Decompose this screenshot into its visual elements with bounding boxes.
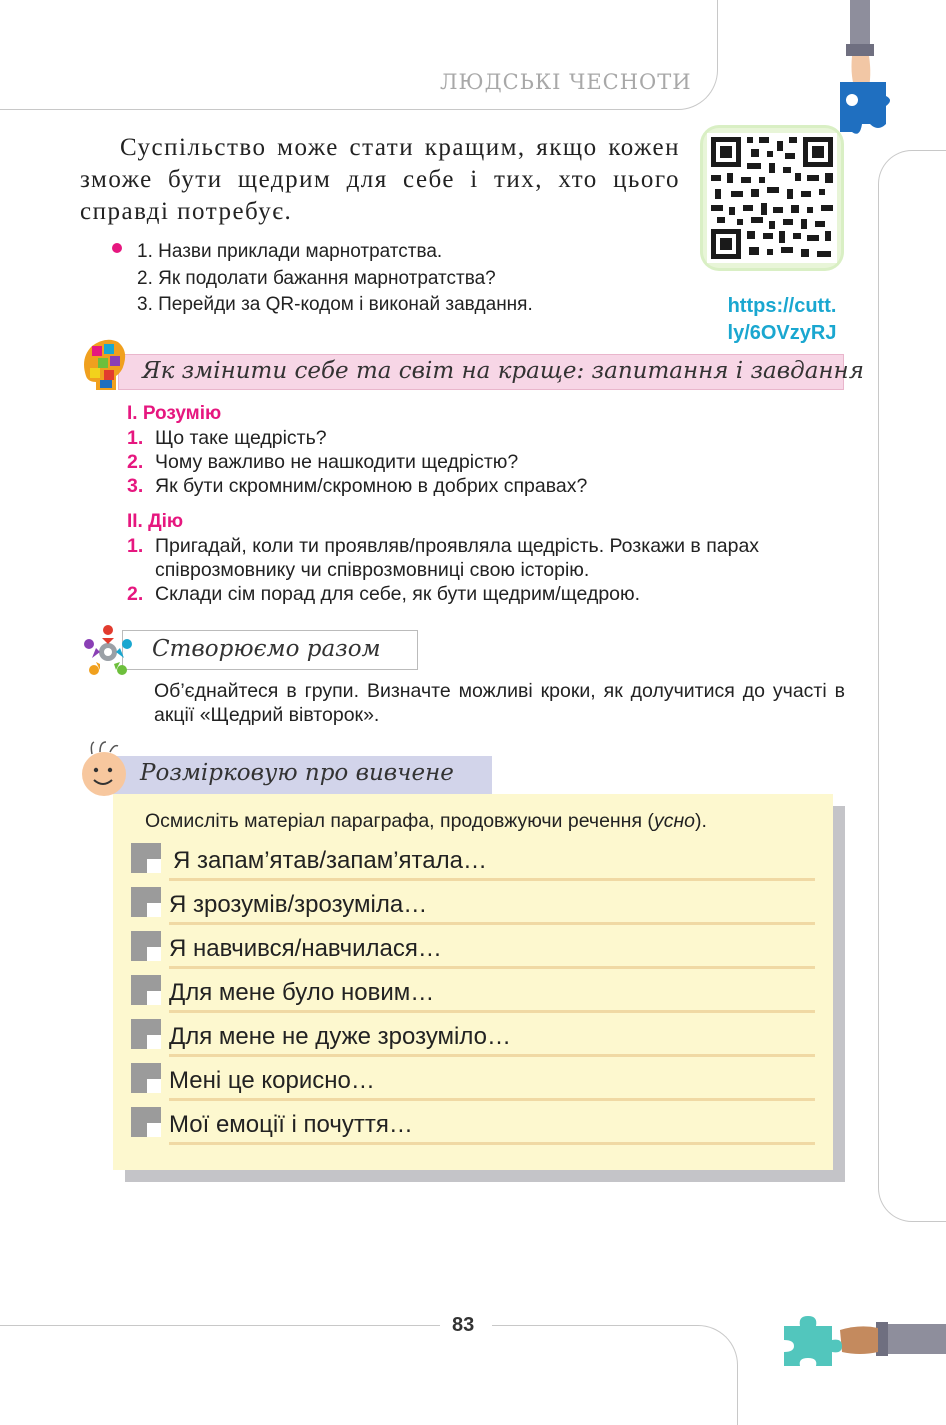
smiling-face-icon xyxy=(78,740,132,798)
reflect-line-text: Я запам’ятав/запам’ятала… xyxy=(173,847,487,874)
checkbox-square-icon xyxy=(131,843,161,873)
reflect-line-text: Мені це корисно… xyxy=(169,1067,375,1094)
prompt-text-end: ). xyxy=(695,810,707,832)
checkbox-square-icon xyxy=(131,887,161,917)
page-frame-right xyxy=(878,150,946,1222)
item-text: Пригадай, коли ти проявляв/проявляла щедрість. Розкажи в парах співрозмовнику чи співрозмовниці свою історію. xyxy=(155,535,760,581)
reflect-line xyxy=(131,931,817,975)
qr-link-line-1[interactable]: https://cutt. xyxy=(727,295,837,317)
item-number: 3. xyxy=(127,475,144,497)
hand-puzzle-top-icon xyxy=(832,0,892,145)
understand-title: І. Розумію xyxy=(127,403,222,424)
understand-item xyxy=(127,426,327,450)
checkbox-square-icon xyxy=(131,1063,161,1093)
reflect-line-text: Я зрозумів/зрозуміла… xyxy=(169,891,428,918)
section-together-text: Об’єднайтеся в групи. Визначте можливі кроки, як долучитися до участі в акції «Щедрий вівторок». xyxy=(154,680,845,726)
section-together-title: Створюємо разом xyxy=(152,636,381,662)
reflect-prompt xyxy=(145,810,707,833)
qr-code-frame xyxy=(703,128,841,268)
reflect-line-text: Для мене було новим… xyxy=(169,979,435,1006)
reflect-rule xyxy=(169,1054,815,1057)
running-head: ЛЮДСЬКІ ЧЕСНОТИ xyxy=(440,70,692,94)
checkbox-square-icon xyxy=(131,931,161,961)
page-frame-bottom-mid xyxy=(492,1325,738,1425)
question-item: 1. Назви приклади марнотратства. xyxy=(137,241,443,262)
reflect-rule xyxy=(169,966,815,969)
intro-paragraph: Суспільство може стати кращим, якщо кожен зможе бути щедрим для себе і тих, хто цього справді потребує. xyxy=(80,134,680,225)
reflect-line xyxy=(131,887,817,931)
reflect-line-text: Для мене не дуже зрозуміло… xyxy=(169,1023,511,1050)
act-title: ІІ. Дію xyxy=(127,511,184,532)
qr-code-icon[interactable] xyxy=(707,133,837,263)
reflect-rule xyxy=(169,922,815,925)
reflect-rule xyxy=(169,1142,815,1145)
question-list xyxy=(137,239,533,319)
item-text: Чому важливо не нашкодити щедрістю? xyxy=(155,451,519,473)
reflect-line xyxy=(131,975,817,1019)
section-reflect-title: Розмірковую про вивчене xyxy=(140,760,454,786)
item-number: 2. xyxy=(127,451,144,473)
checkbox-square-icon xyxy=(131,1019,161,1049)
item-text: Що таке щедрість? xyxy=(155,427,327,449)
question-item: 2. Як подолати бажання марнотратства? xyxy=(137,267,496,289)
item-text: Склади сім порад для себе, як бути щедрим/щедрою. xyxy=(155,583,641,605)
reflect-line xyxy=(131,1107,817,1151)
reflect-line-text: Мої емоції і почуття… xyxy=(169,1111,413,1138)
item-number: 2. xyxy=(127,583,144,605)
colorful-head-icon xyxy=(78,336,128,394)
item-number: 1. xyxy=(127,427,144,449)
checkbox-square-icon xyxy=(131,975,161,1005)
reflect-line xyxy=(131,1019,817,1063)
understand-item xyxy=(127,450,518,474)
reflect-line xyxy=(131,843,817,887)
item-text: Як бути скромним/скромною в добрих справах? xyxy=(155,475,588,497)
page-frame-bottom-left xyxy=(0,1325,440,1326)
prompt-italic: усно xyxy=(653,810,696,832)
people-circle-icon xyxy=(80,624,132,680)
page-number: 83 xyxy=(452,1314,475,1336)
checkbox-square-icon xyxy=(131,1107,161,1137)
bullet-dot-icon xyxy=(112,243,122,253)
reflect-line-text: Я навчився/навчилася… xyxy=(169,935,442,962)
reflect-rule xyxy=(169,1098,815,1101)
question-item: 3. Перейди за QR-кодом і виконай завдання. xyxy=(137,294,533,315)
item-number: 1. xyxy=(127,535,144,557)
act-item xyxy=(127,534,847,582)
reflect-rule xyxy=(169,1010,815,1013)
qr-link[interactable] xyxy=(712,293,852,347)
act-item xyxy=(127,582,640,606)
qr-link-line-2[interactable]: ly/6OVzyRJ xyxy=(727,322,837,344)
understand-item xyxy=(127,474,587,498)
prompt-text: Осмисліть матеріал параграфа, продовжуючи речення ( xyxy=(145,810,654,832)
hand-puzzle-bottom-icon xyxy=(780,1312,946,1370)
reflect-line xyxy=(131,1063,817,1107)
reflect-rule xyxy=(169,878,815,881)
section-change-title: Як змінити себе та світ на краще: запитання і завдання xyxy=(142,358,864,384)
